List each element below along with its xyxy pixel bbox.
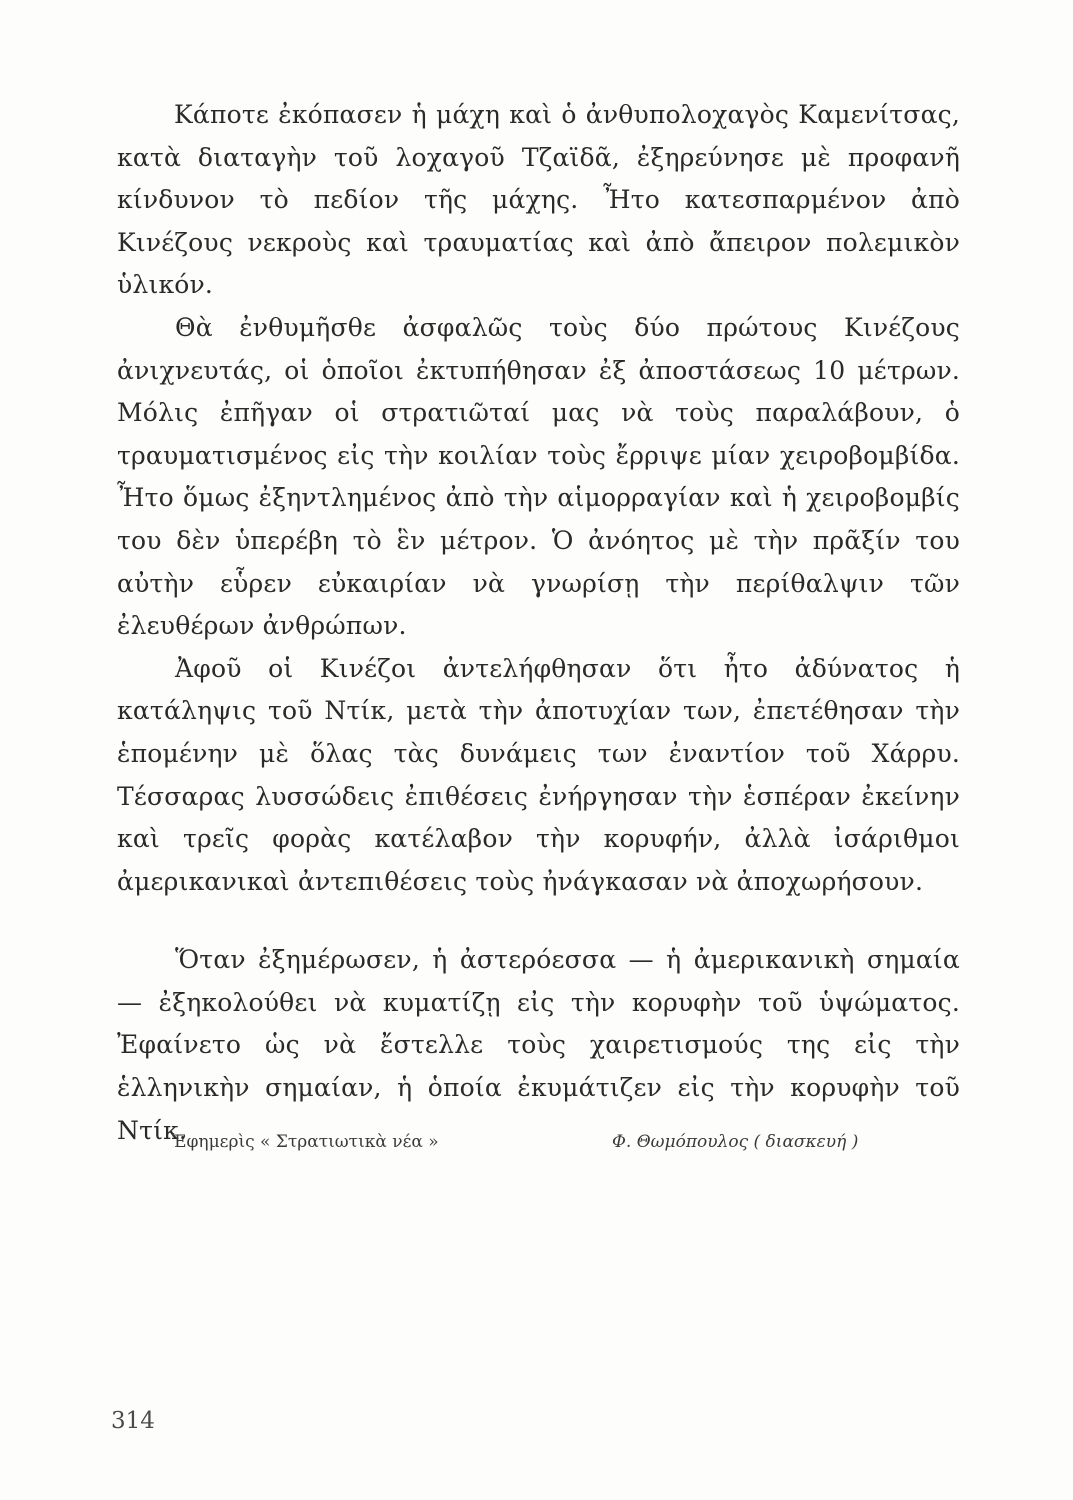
source-author: Φ. Θωμόπουλος ( διασκευή ) (612, 1132, 859, 1152)
page-number: 314 (111, 1408, 155, 1434)
paragraph-scouts: Θὰ ἐνθυμῆσθε ἀσφαλῶς τοὺς δύο πρώτους Κινέζους ἀνιχνευτάς, οἱ ὁποῖοι ἐκτυπήθησαν ἐξ ἀποστάσεως 10 μέτρων. Μόλις ἐπῆγαν οἱ στρατιῶταί μας νὰ τοὺς παραλάβουν, ὁ τραυματισμένος εἰς τὴν κοιλίαν τοὺς ἔρριψε μίαν χειροβομβίδα. Ἦτο ὅμως ἐξηντλημένος ἀπὸ τὴν αἱμορραγίαν καὶ ἡ χειροβομβίς του δὲν ὑπερέβη τὸ ἓν μέτρον. Ὁ ἀνόητος μὲ τὴν πρᾶξίν του αὐτὴν εὗρεν εὐκαιρίαν νὰ γνωρίσῃ τὴν περίθαλψιν τῶν ἐλευθέρων ἀνθρώπων. (117, 312, 960, 641)
article-body (117, 94, 960, 1152)
paragraph-battle-pause: Κάποτε ἐκόπασεν ἡ μάχη καὶ ὁ ἀνθυπολοχαγὸς Καμενίτσας, κατὰ διαταγὴν τοῦ λοχαγοῦ Τζαϊδᾶ, ἐξηρεύνησε μὲ προφανῆ κίνδυνον τὸ πεδίον τῆς μάχης. Ἦτο κατεσπαρμένον ἀπὸ Κινέζους νεκροὺς καὶ τραυματίας καὶ ἀπὸ ἄπειρον πολεμικὸν ὑλικόν. (117, 100, 960, 300)
source-publication: Ἐφημερὶς « Στρατιωτικὰ νέα » (172, 1132, 439, 1152)
paragraph-flag: Ὅταν ἐξημέρωσεν, ἡ ἀστερόεσσα — ἡ ἀμερικανικὴ σημαία — ἐξηκολούθει νὰ κυματίζῃ εἰς τὴν κορυφὴν τοῦ ὑψώματος. Ἐφαίνετο ὡς νὰ ἔστελλε τοὺς χαιρετισμούς της εἰς τὴν ἑλληνικὴν σημαίαν, ἡ ὁποία ἐκυμάτιζεν εἰς τὴν κορυφὴν τοῦ Ντίκ. (117, 945, 960, 1145)
paragraph-attacks: Ἀφοῦ οἱ Κινέζοι ἀντελήφθησαν ὅτι ἦτο ἀδύνατος ἡ κατάληψις τοῦ Ντίκ, μετὰ τὴν ἀποτυχίαν των, ἐπετέθησαν τὴν ἑπομένην μὲ ὅλας τὰς δυνάμεις των ἐναντίον τοῦ Χάρρυ. Τέσσαρας λυσσώδεις ἐπιθέσεις ἐνήργησαν τὴν ἑσπέραν ἐκείνην καὶ τρεῖς φορὰς κατέλαβον τὴν κορυφήν, ἀλλὰ ἰσάριθμοι ἀμερικανικαὶ ἀντεπιθέσεις τοὺς ἠνάγκασαν νὰ ἀποχωρήσουν. (117, 653, 960, 896)
